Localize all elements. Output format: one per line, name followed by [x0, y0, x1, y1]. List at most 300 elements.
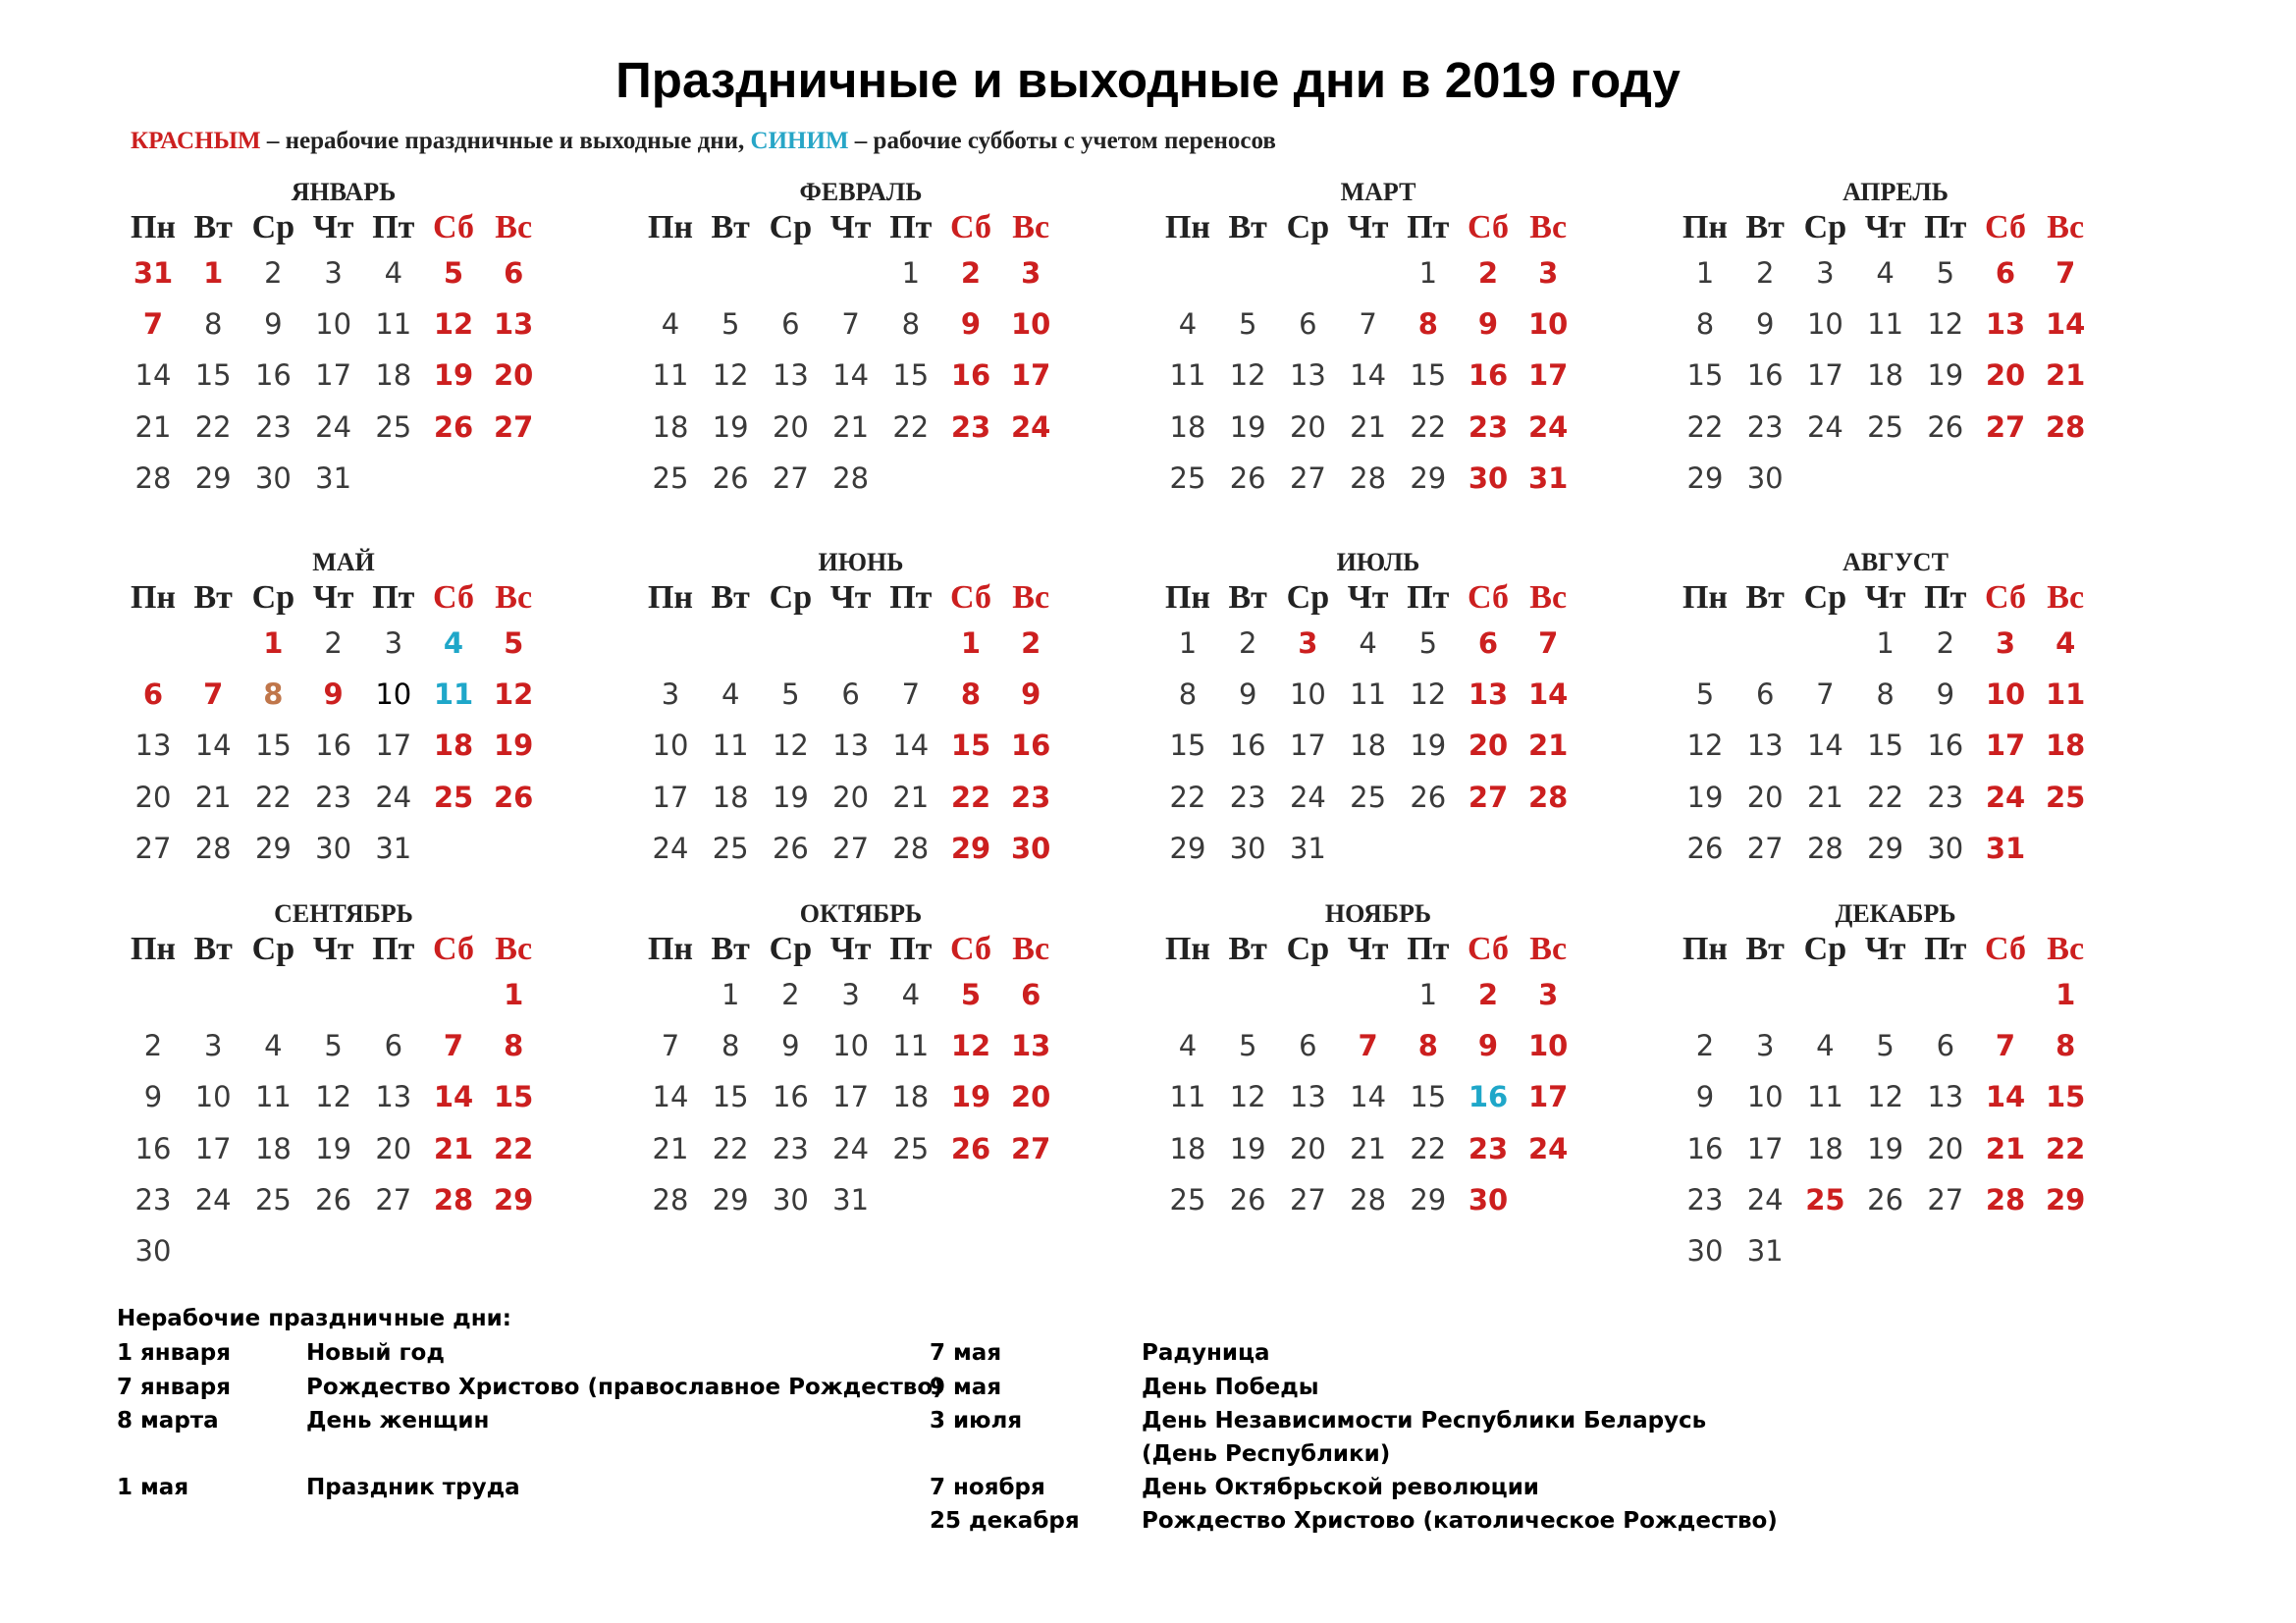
- day-cell: 25: [1350, 780, 1387, 814]
- month-name: ЯНВАРЬ: [291, 178, 397, 206]
- weekday-header: Пн: [1682, 931, 1729, 967]
- day-cell: 2: [1477, 256, 1499, 290]
- holiday-name: Радуница: [1142, 1340, 1270, 1366]
- day-cell: 14: [1528, 677, 1569, 712]
- day-cell: 10: [1528, 1029, 1569, 1063]
- holiday-date: 1 января: [117, 1340, 231, 1366]
- day-cell: 6: [1299, 307, 1317, 342]
- day-cell: 24: [1528, 409, 1569, 444]
- day-cell: 7: [1358, 1029, 1378, 1063]
- day-cell: 25: [375, 409, 412, 444]
- weekday-header: Сб: [950, 579, 991, 616]
- day-cell: 10: [1985, 677, 2026, 712]
- weekday-header: Вс: [1529, 579, 1568, 616]
- day-cell: 20: [832, 780, 870, 814]
- day-cell: 14: [1806, 729, 1843, 763]
- day-cell: 22: [892, 409, 930, 444]
- day-cell: 6: [142, 677, 164, 712]
- day-cell: 29: [1867, 831, 1904, 865]
- day-cell: 14: [2046, 307, 2086, 342]
- day-cell: 12: [1229, 358, 1266, 393]
- day-cell: 3: [203, 1029, 223, 1063]
- day-cell: 17: [1746, 1131, 1784, 1165]
- day-cell: 26: [950, 1131, 991, 1165]
- day-cell: 20: [1289, 1131, 1326, 1165]
- holiday-date: 9 мая: [930, 1375, 1002, 1400]
- day-cell: 13: [134, 729, 172, 763]
- day-cell: 29: [950, 831, 991, 865]
- weekday-header: Пт: [1407, 209, 1450, 245]
- day-cell: 10: [194, 1080, 232, 1114]
- day-cell: 3: [384, 626, 403, 660]
- day-cell: 23: [254, 409, 292, 444]
- day-cell: 23: [315, 780, 352, 814]
- day-cell: 17: [1289, 729, 1326, 763]
- weekday-header: Чт: [829, 931, 872, 967]
- day-cell: 3: [1021, 256, 1041, 290]
- day-cell: 30: [772, 1182, 809, 1217]
- weekday-header: Ср: [1286, 579, 1330, 616]
- day-cell: 5: [504, 626, 524, 660]
- day-cell: 7: [901, 677, 921, 712]
- weekday-header: Сб: [950, 209, 991, 245]
- day-cell: 25: [2046, 780, 2086, 814]
- weekday-header: Сб: [433, 579, 474, 616]
- day-cell: 24: [1806, 409, 1843, 444]
- day-cell: 23: [950, 409, 991, 444]
- day-cell: 15: [1410, 358, 1447, 393]
- weekday-header: Чт: [1864, 579, 1906, 616]
- day-cell: 24: [1528, 1131, 1569, 1165]
- day-cell: 26: [1927, 409, 1964, 444]
- month-name: СЕНТЯБРЬ: [274, 899, 413, 928]
- day-cell: 8: [1876, 677, 1895, 712]
- weekday-header: Пт: [889, 931, 933, 967]
- day-cell: 20: [134, 780, 172, 814]
- day-cell: 30: [1746, 460, 1784, 495]
- day-cell: 13: [1011, 1029, 1051, 1063]
- day-cell: 19: [950, 1080, 991, 1114]
- day-cell: 15: [1686, 358, 1724, 393]
- holiday-date: 7 января: [117, 1375, 231, 1400]
- month-name: НОЯБРЬ: [1324, 899, 1432, 928]
- day-cell: 17: [1985, 729, 2026, 763]
- day-cell: 4: [2056, 626, 2076, 660]
- day-cell: 13: [832, 729, 870, 763]
- day-cell: 2: [960, 256, 982, 290]
- day-cell: 30: [134, 1234, 172, 1268]
- day-cell: 30: [1229, 831, 1266, 865]
- day-cell: 10: [375, 677, 412, 712]
- weekday-header: Ср: [769, 931, 813, 967]
- day-cell: 3: [1538, 256, 1559, 290]
- weekday-header: Вс: [495, 209, 533, 245]
- weekday-header: Ср: [1803, 579, 1847, 616]
- day-cell: 25: [1867, 409, 1904, 444]
- day-cell: 21: [2046, 358, 2086, 393]
- day-cell: 27: [1289, 460, 1326, 495]
- day-cell: 2: [1936, 626, 1955, 660]
- holiday-date: 8 марта: [117, 1408, 219, 1434]
- holiday-date: 7 ноября: [930, 1475, 1045, 1500]
- day-cell: 28: [2046, 409, 2086, 444]
- day-cell: 1: [1418, 978, 1438, 1011]
- weekday-header: Чт: [829, 209, 872, 245]
- day-cell: 4: [443, 626, 464, 660]
- weekday-header: Сб: [433, 209, 474, 245]
- day-cell: 18: [2046, 729, 2086, 763]
- day-cell: 29: [1686, 460, 1724, 495]
- day-cell: 1: [1418, 256, 1438, 290]
- weekday-header: Вт: [1745, 931, 1785, 967]
- day-cell: 16: [1686, 1131, 1724, 1165]
- weekday-header: Вт: [193, 209, 233, 245]
- day-cell: 2: [781, 978, 800, 1011]
- day-cell: 26: [433, 409, 474, 444]
- weekday-header: Пт: [1924, 209, 1967, 245]
- weekday-header: Чт: [829, 579, 872, 616]
- day-cell: 15: [2046, 1080, 2086, 1114]
- weekday-header: Чт: [1347, 209, 1389, 245]
- day-cell: 1: [263, 626, 284, 660]
- day-cell: 16: [134, 1131, 172, 1165]
- day-cell: 19: [1867, 1131, 1904, 1165]
- day-cell: 14: [194, 729, 232, 763]
- day-cell: 19: [772, 780, 809, 814]
- day-cell: 17: [1528, 1080, 1569, 1114]
- weekday-header: Пт: [372, 209, 415, 245]
- day-cell: 14: [652, 1080, 689, 1114]
- day-cell: 20: [1468, 729, 1509, 763]
- day-cell: 23: [1746, 409, 1784, 444]
- day-cell: 9: [1477, 307, 1499, 342]
- day-cell: 22: [494, 1131, 534, 1165]
- month-name: МАРТ: [1340, 178, 1416, 206]
- weekday-header: Вс: [2047, 209, 2085, 245]
- day-cell: 2: [1477, 978, 1499, 1011]
- day-cell: 16: [315, 729, 352, 763]
- weekday-header: Вс: [1012, 579, 1050, 616]
- day-cell: 21: [1806, 780, 1843, 814]
- day-cell: 26: [1229, 460, 1266, 495]
- day-cell: 20: [772, 409, 809, 444]
- day-cell: 14: [1985, 1080, 2026, 1114]
- holiday-name: День Независимости Республики Беларусь: [1142, 1408, 1707, 1434]
- weekday-header: Чт: [1864, 931, 1906, 967]
- legend: [131, 128, 1276, 155]
- day-cell: 16: [1927, 729, 1964, 763]
- day-cell: 10: [1289, 677, 1326, 712]
- weekday-header: Пт: [372, 579, 415, 616]
- day-cell: 9: [1936, 677, 1955, 712]
- day-cell: 8: [1417, 1029, 1438, 1063]
- legend-red-text: – нерабочие праздничные и выходные дни,: [260, 128, 751, 154]
- day-cell: 23: [1686, 1182, 1724, 1217]
- day-cell: 26: [1410, 780, 1447, 814]
- day-cell: 10: [832, 1029, 870, 1063]
- weekday-header: Вт: [1228, 579, 1267, 616]
- day-cell: 9: [1021, 677, 1041, 712]
- day-cell: 13: [1468, 677, 1509, 712]
- weekday-header: Вс: [1529, 209, 1568, 245]
- day-cell: 13: [1289, 358, 1326, 393]
- day-cell: 13: [375, 1080, 412, 1114]
- weekday-header: Пн: [1164, 579, 1211, 616]
- day-cell: 26: [712, 460, 749, 495]
- day-cell: 8: [504, 1029, 524, 1063]
- weekday-header: Ср: [251, 931, 295, 967]
- day-cell: 31: [133, 256, 174, 290]
- weekday-header: Пт: [1924, 579, 1967, 616]
- day-cell: 27: [1985, 409, 2026, 444]
- day-cell: 16: [1011, 729, 1051, 763]
- weekday-header: Ср: [251, 579, 295, 616]
- day-cell: 6: [1477, 626, 1499, 660]
- weekday-header: Чт: [1347, 579, 1389, 616]
- day-cell: 30: [254, 460, 292, 495]
- page-title: Праздничные и выходные дни в 2019 году: [615, 52, 1681, 108]
- day-cell: 29: [2046, 1182, 2086, 1217]
- day-cell: 29: [1410, 1182, 1447, 1217]
- day-cell: 13: [1927, 1080, 1964, 1114]
- day-cell: 21: [1350, 1131, 1387, 1165]
- weekday-header: Сб: [1985, 209, 2026, 245]
- month-name: АВГУСТ: [1842, 548, 1949, 576]
- weekday-header: Пн: [1164, 931, 1211, 967]
- holiday-name: Праздник труда: [306, 1475, 520, 1500]
- day-cell: 10: [315, 307, 352, 342]
- day-cell: 8: [1178, 677, 1198, 712]
- day-cell: 9: [960, 307, 982, 342]
- day-cell: 24: [1746, 1182, 1784, 1217]
- day-cell: 5: [781, 677, 800, 712]
- weekday-header: Вт: [1228, 931, 1267, 967]
- day-cell: 14: [1350, 358, 1387, 393]
- day-cell: 16: [1468, 358, 1509, 393]
- day-cell: 15: [712, 1080, 749, 1114]
- day-cell: 6: [1021, 978, 1041, 1011]
- day-cell: 10: [652, 729, 689, 763]
- day-cell: 6: [504, 256, 524, 290]
- holiday-date: 25 декабря: [930, 1508, 1080, 1534]
- weekday-header: Чт: [312, 209, 354, 245]
- weekday-header: Ср: [1286, 209, 1330, 245]
- day-cell: 23: [1011, 780, 1051, 814]
- weekday-header: Ср: [1803, 931, 1847, 967]
- day-cell: 25: [254, 1182, 292, 1217]
- day-cell: 22: [2046, 1131, 2086, 1165]
- day-cell: 29: [712, 1182, 749, 1217]
- day-cell: 1: [2056, 978, 2076, 1011]
- day-cell: 16: [772, 1080, 809, 1114]
- day-cell: 5: [324, 1029, 343, 1063]
- day-cell: 4: [1876, 256, 1895, 290]
- day-cell: 5: [721, 307, 740, 342]
- day-cell: 11: [1350, 677, 1387, 712]
- day-cell: 9: [1755, 307, 1775, 342]
- day-cell: 10: [1746, 1080, 1784, 1114]
- day-cell: 16: [1746, 358, 1784, 393]
- holiday-name: Рождество Христово (православное Рождество): [306, 1375, 943, 1400]
- day-cell: 26: [315, 1182, 352, 1217]
- day-cell: 5: [1238, 1029, 1257, 1063]
- day-cell: 11: [254, 1080, 292, 1114]
- weekday-header: Вт: [1228, 209, 1267, 245]
- day-cell: 27: [134, 831, 172, 865]
- weekday-header: Пт: [372, 931, 415, 967]
- weekday-header: Пн: [647, 579, 694, 616]
- weekday-header: Вт: [711, 931, 750, 967]
- weekday-header: Ср: [1286, 931, 1330, 967]
- day-cell: 31: [375, 831, 412, 865]
- day-cell: 6: [841, 677, 860, 712]
- holiday-name: Рождество Христово (католическое Рождество): [1142, 1508, 1778, 1534]
- weekday-header: Сб: [1468, 931, 1509, 967]
- day-cell: 7: [203, 677, 224, 712]
- day-cell: 20: [1927, 1131, 1964, 1165]
- day-cell: 7: [661, 1029, 680, 1063]
- day-cell: 17: [1806, 358, 1843, 393]
- day-cell: 21: [433, 1131, 474, 1165]
- day-cell: 22: [712, 1131, 749, 1165]
- day-cell: 28: [1350, 1182, 1387, 1217]
- day-cell: 28: [652, 1182, 689, 1217]
- day-cell: 19: [1410, 729, 1447, 763]
- day-cell: 27: [772, 460, 809, 495]
- day-cell: 6: [1995, 256, 2016, 290]
- day-cell: 24: [375, 780, 412, 814]
- day-cell: 17: [652, 780, 689, 814]
- day-cell: 28: [1350, 460, 1387, 495]
- month-name: ДЕКАБРЬ: [1835, 899, 1956, 928]
- day-cell: 8: [960, 677, 982, 712]
- day-cell: 30: [1927, 831, 1964, 865]
- day-cell: 8: [203, 307, 223, 342]
- weekday-header: Вс: [2047, 931, 2085, 967]
- day-cell: 5: [443, 256, 464, 290]
- day-cell: 28: [194, 831, 232, 865]
- day-cell: 9: [143, 1080, 163, 1114]
- day-cell: 16: [254, 358, 292, 393]
- day-cell: 22: [1410, 409, 1447, 444]
- day-cell: 7: [1816, 677, 1835, 712]
- day-cell: 11: [1806, 1080, 1843, 1114]
- day-cell: 14: [832, 358, 870, 393]
- day-cell: 28: [1985, 1182, 2026, 1217]
- day-cell: 22: [1410, 1131, 1447, 1165]
- day-cell: 11: [2046, 677, 2086, 712]
- day-cell: 23: [1468, 409, 1509, 444]
- day-cell: 5: [1936, 256, 1955, 290]
- day-cell: 12: [433, 307, 474, 342]
- day-cell: 11: [712, 729, 749, 763]
- month-name: ИЮНЬ: [818, 548, 904, 576]
- month-name: ОКТЯБРЬ: [799, 899, 923, 928]
- weekday-header: Ср: [769, 209, 813, 245]
- day-cell: 2: [1021, 626, 1041, 660]
- day-cell: 22: [254, 780, 292, 814]
- day-cell: 27: [1468, 780, 1509, 814]
- day-cell: 11: [652, 358, 689, 393]
- holiday-name: День Октябрьской революции: [1142, 1475, 1539, 1500]
- day-cell: 4: [1178, 307, 1198, 342]
- weekday-header: Сб: [433, 931, 474, 967]
- day-cell: 20: [494, 358, 534, 393]
- day-cell: 25: [1169, 460, 1206, 495]
- holiday-name: День Победы: [1142, 1375, 1319, 1400]
- day-cell: 22: [194, 409, 232, 444]
- day-cell: 18: [254, 1131, 292, 1165]
- day-cell: 21: [1528, 729, 1569, 763]
- day-cell: 17: [315, 358, 352, 393]
- day-cell: 19: [1229, 1131, 1266, 1165]
- day-cell: 16: [950, 358, 991, 393]
- day-cell: 1: [1876, 626, 1895, 660]
- holiday-date: 1 мая: [117, 1475, 189, 1500]
- holiday-date: 7 мая: [930, 1340, 1002, 1366]
- weekday-header: Вт: [711, 579, 750, 616]
- day-cell: 21: [892, 780, 930, 814]
- day-cell: 8: [263, 677, 284, 712]
- day-cell: 15: [950, 729, 991, 763]
- day-cell: 22: [1867, 780, 1904, 814]
- weekday-header: Вс: [2047, 579, 2085, 616]
- day-cell: 14: [1350, 1080, 1387, 1114]
- day-cell: 4: [264, 1029, 283, 1063]
- day-cell: 4: [1359, 626, 1377, 660]
- day-cell: 20: [1289, 409, 1326, 444]
- weekday-header: Пт: [1407, 931, 1450, 967]
- day-cell: 2: [264, 256, 283, 290]
- day-cell: 20: [1985, 358, 2026, 393]
- day-cell: 8: [721, 1029, 740, 1063]
- day-cell: 20: [1746, 780, 1784, 814]
- day-cell: 21: [832, 409, 870, 444]
- weekday-header: Пн: [1682, 579, 1729, 616]
- day-cell: 18: [1169, 409, 1206, 444]
- day-cell: 21: [134, 409, 172, 444]
- day-cell: 12: [315, 1080, 352, 1114]
- weekday-header: Вт: [1745, 209, 1785, 245]
- legend-red-word: КРАСНЫМ: [131, 128, 261, 154]
- day-cell: 25: [433, 780, 474, 814]
- day-cell: 4: [661, 307, 680, 342]
- day-cell: 23: [1468, 1131, 1509, 1165]
- day-cell: 11: [375, 307, 412, 342]
- weekday-header: Ср: [769, 579, 813, 616]
- day-cell: 9: [1695, 1080, 1715, 1114]
- day-cell: 1: [960, 626, 982, 660]
- day-cell: 23: [772, 1131, 809, 1165]
- day-cell: 4: [1178, 1029, 1198, 1063]
- day-cell: 3: [661, 677, 680, 712]
- day-cell: 20: [375, 1131, 412, 1165]
- day-cell: 12: [494, 677, 534, 712]
- day-cell: 7: [443, 1029, 464, 1063]
- day-cell: 1: [1695, 256, 1715, 290]
- day-cell: 25: [1169, 1182, 1206, 1217]
- day-cell: 24: [1011, 409, 1051, 444]
- day-cell: 10: [1011, 307, 1051, 342]
- day-cell: 18: [652, 409, 689, 444]
- day-cell: 9: [323, 677, 344, 712]
- day-cell: 6: [1755, 677, 1775, 712]
- day-cell: 14: [433, 1080, 474, 1114]
- day-cell: 5: [1695, 677, 1715, 712]
- day-cell: 15: [1867, 729, 1904, 763]
- day-cell: 28: [832, 460, 870, 495]
- day-cell: 2: [324, 626, 343, 660]
